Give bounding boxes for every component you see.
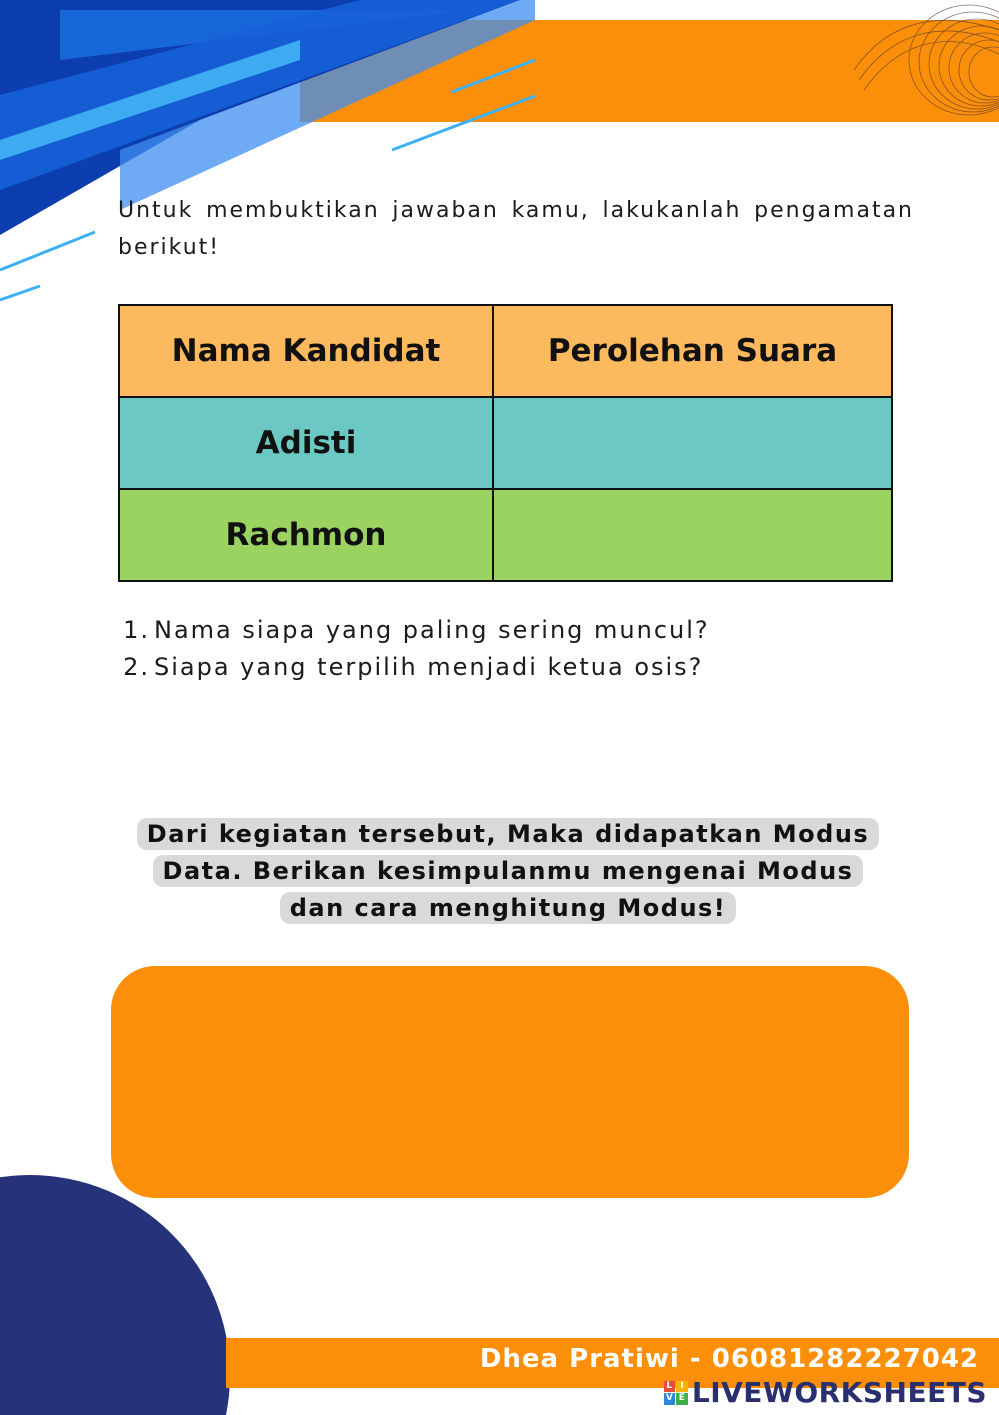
question-text: Siapa yang terpilih menjadi ketua osis? [154,653,704,681]
question-list [118,612,878,686]
conclusion-line: dan cara menghitung Modus! [280,892,737,924]
list-item [118,612,878,649]
vote-table [118,304,893,582]
conclusion-prompt [118,816,898,927]
vote-count-input-cell[interactable] [493,397,892,489]
navy-circle-decoration [0,1175,230,1415]
wave-lines-decoration [849,0,999,140]
candidate-name-cell: Adisti [119,397,493,489]
header-vote-count: Perolehan Suara [493,305,892,397]
question-number: 2. [123,653,150,681]
blue-stripes-decoration [0,0,560,320]
question-number: 1. [123,616,150,644]
list-item [118,649,878,686]
header-candidate-name: Nama Kandidat [119,305,493,397]
liveworksheets-logo-icon: L I V E [664,1381,688,1405]
liveworksheets-watermark [664,1376,987,1409]
author-credit: Dhea Pratiwi - 06081282227042 [479,1344,979,1374]
table-row [119,397,892,489]
question-text: Nama siapa yang paling sering muncul? [154,616,710,644]
answer-textbox[interactable] [111,966,909,1198]
table-header-row [119,305,892,397]
candidate-name-cell: Rachmon [119,489,493,581]
conclusion-line: Data. Berikan kesimpulanmu mengenai Modus [153,855,864,887]
vote-count-input-cell[interactable] [493,489,892,581]
instruction-text: Untuk membuktikan jawaban kamu, lakukanlah pengamatan berikut! [118,198,914,260]
watermark-text: LIVEWORKSHEETS [691,1376,987,1409]
table-row [119,489,892,581]
conclusion-line: Dari kegiatan tersebut, Maka didapatkan Modus [137,818,879,850]
